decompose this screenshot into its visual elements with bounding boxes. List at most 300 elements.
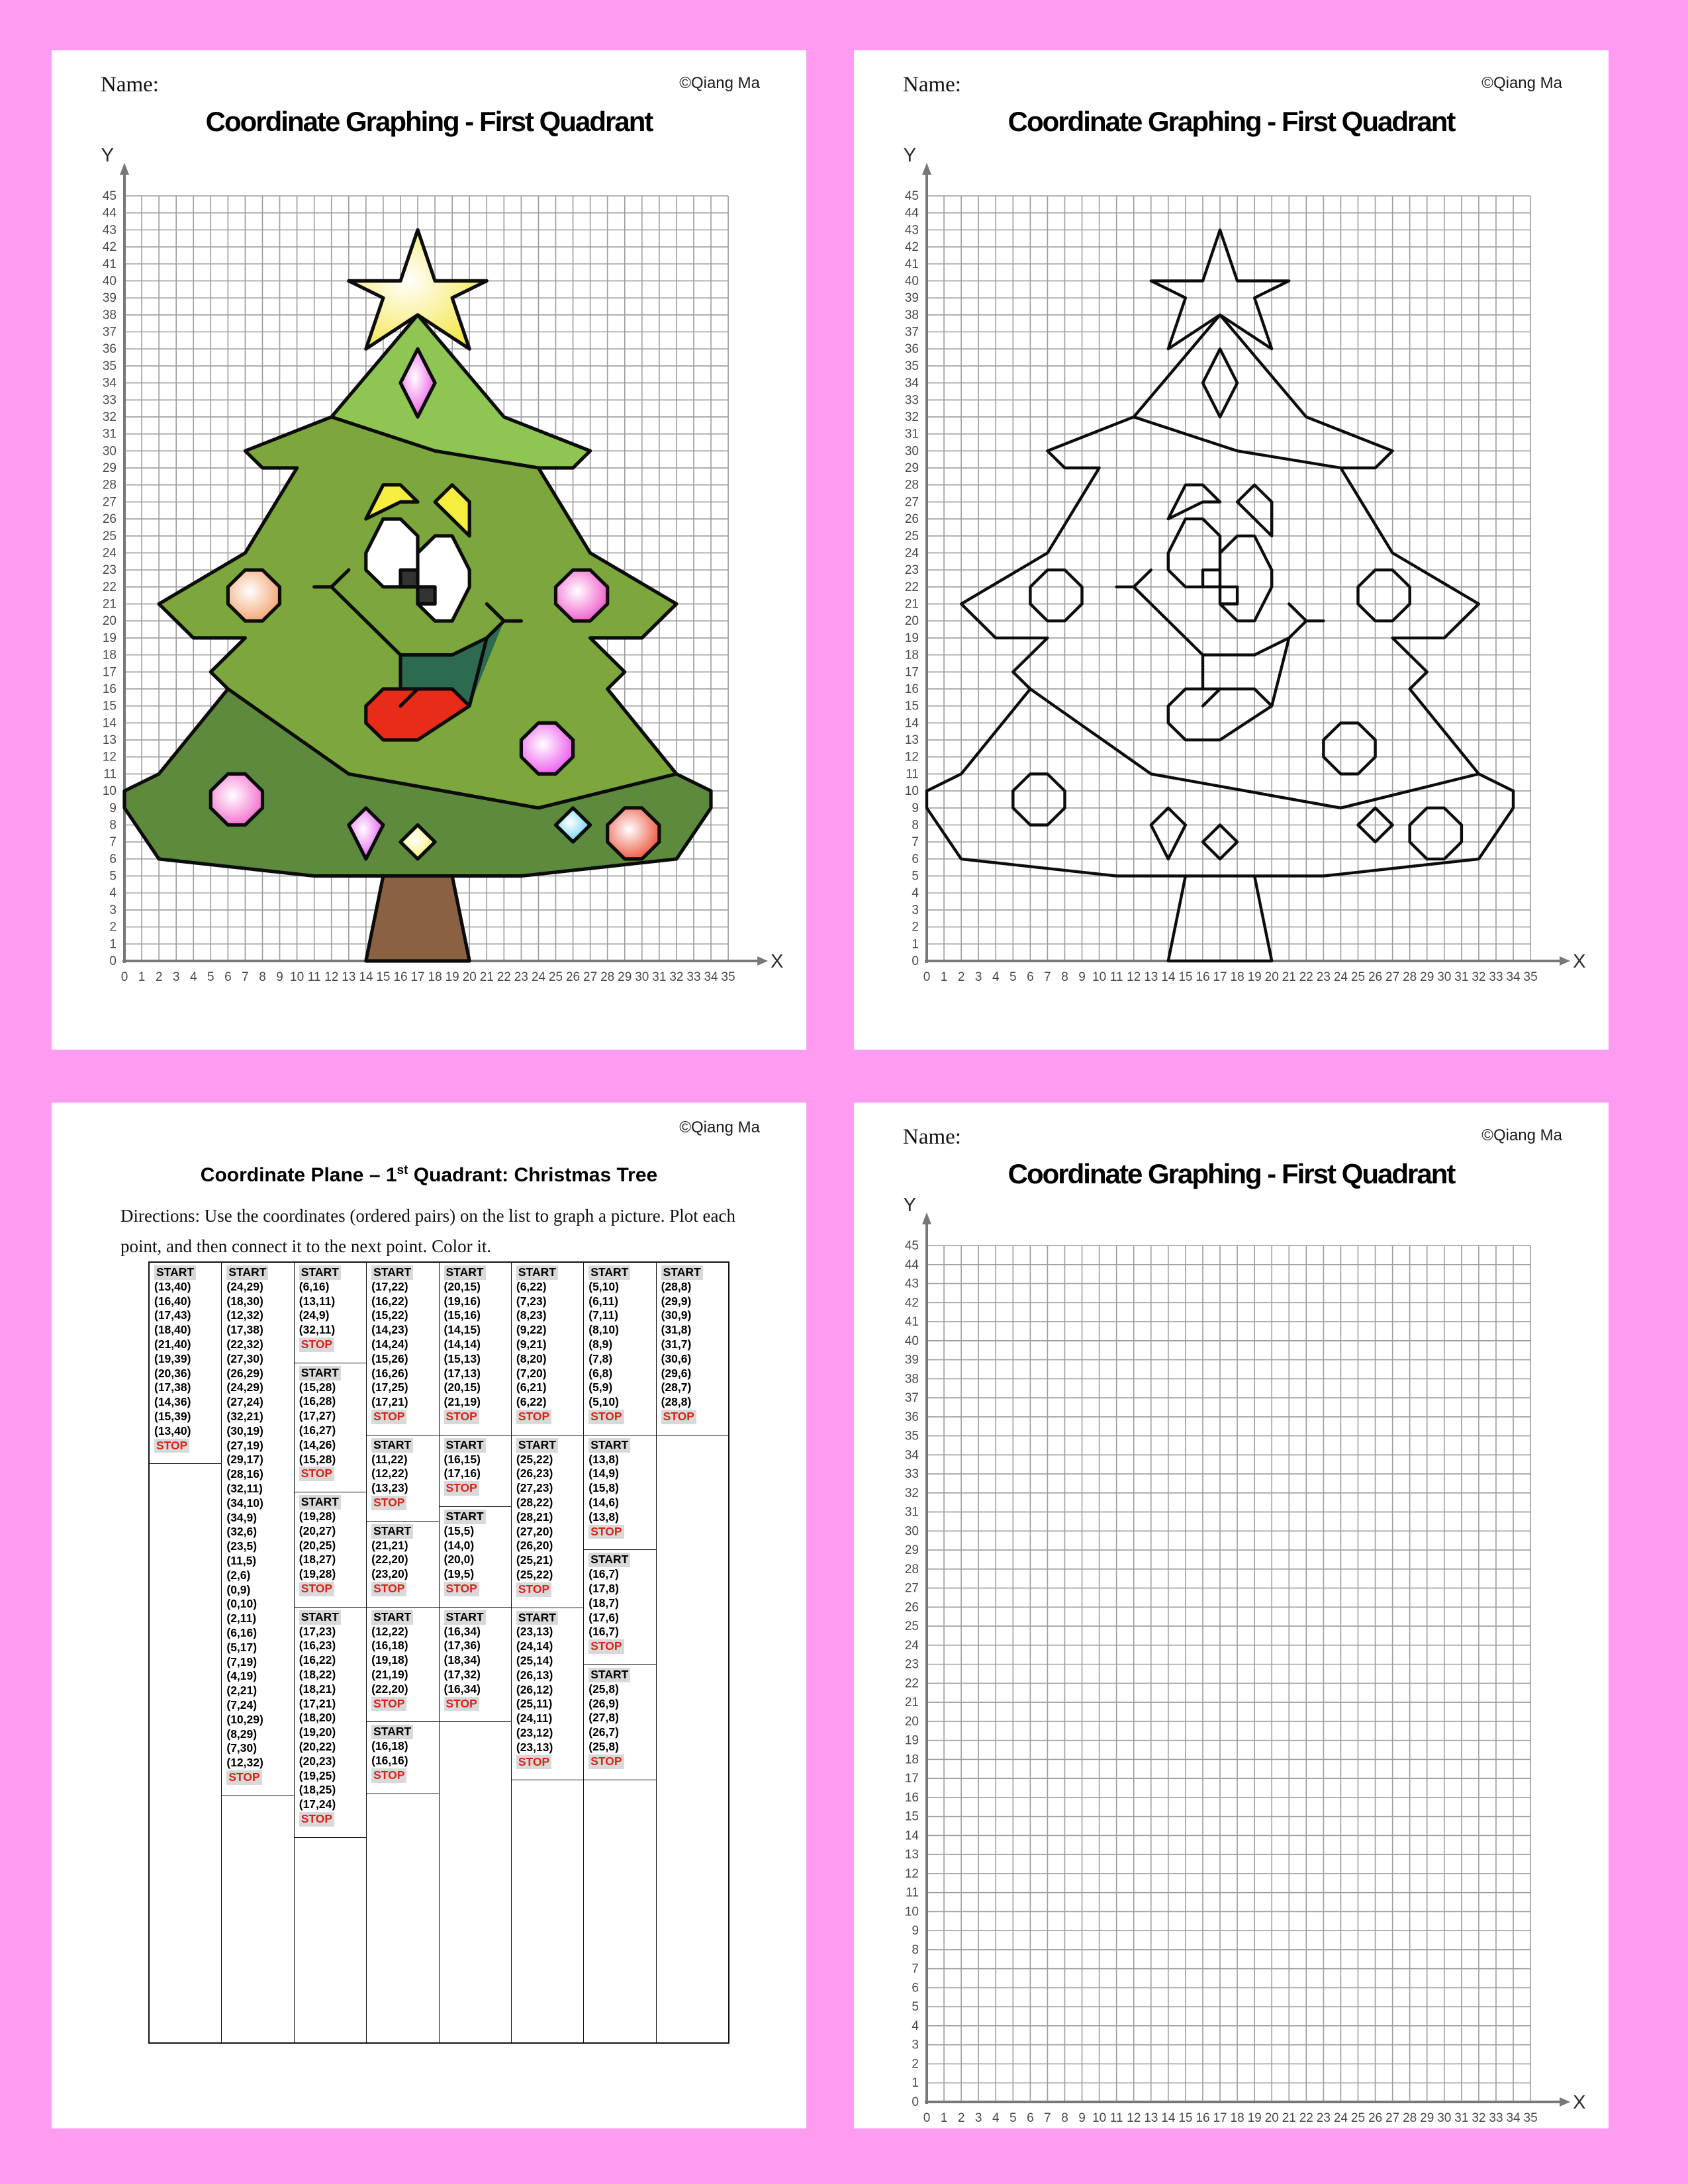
svg-text:18: 18 — [904, 1752, 919, 1767]
coordinate-pair: (34,9) — [226, 1510, 258, 1524]
svg-text:X: X — [1573, 951, 1586, 972]
svg-text:9: 9 — [1078, 2111, 1086, 2125]
svg-text:22: 22 — [904, 1676, 919, 1691]
coordinate-pair: (6,21) — [516, 1381, 547, 1394]
stop-label: STOP — [226, 1770, 261, 1785]
coordinate-pair: (18,20) — [299, 1711, 336, 1725]
svg-text:23: 23 — [514, 970, 528, 984]
stop-label: STOP — [588, 1525, 624, 1539]
svg-text:26: 26 — [1368, 2111, 1383, 2125]
coordinate-pair: (20,23) — [299, 1754, 336, 1768]
coordinate-pair: (13,40) — [154, 1279, 191, 1293]
svg-text:1: 1 — [912, 2076, 919, 2091]
coordinate-pair: (27,30) — [226, 1351, 263, 1365]
coordinate-pair: (16,18) — [371, 1739, 408, 1753]
svg-text:1: 1 — [940, 970, 948, 984]
coordinate-pair: (18,27) — [299, 1553, 336, 1567]
svg-text:27: 27 — [1385, 970, 1400, 984]
stop-label: STOP — [371, 1496, 406, 1510]
coordinate-pair: (5,10) — [588, 1395, 619, 1409]
svg-text:7: 7 — [109, 835, 117, 850]
coordinate-pair: (16,22) — [299, 1653, 336, 1667]
coordinate-grid-colored-tree — [52, 145, 806, 1012]
svg-text:19: 19 — [1247, 970, 1262, 984]
start-label: START — [371, 1524, 413, 1539]
svg-text:18: 18 — [904, 648, 919, 662]
coordinate-pair: (20,22) — [299, 1739, 336, 1753]
coordinate-pair: (30,9) — [661, 1308, 692, 1322]
svg-text:3: 3 — [172, 970, 180, 984]
svg-text:14: 14 — [1161, 970, 1176, 984]
svg-text:2: 2 — [957, 2111, 965, 2125]
svg-text:8: 8 — [1061, 970, 1068, 984]
svg-text:2: 2 — [155, 970, 163, 984]
svg-text:32: 32 — [102, 410, 117, 424]
svg-text:27: 27 — [904, 495, 919, 510]
stop-label: STOP — [661, 1410, 696, 1424]
start-label: START — [154, 1265, 196, 1280]
svg-text:5: 5 — [109, 869, 117, 884]
stop-label: STOP — [588, 1410, 624, 1424]
coordinate-pair: (16,7) — [588, 1625, 619, 1639]
svg-text:5: 5 — [912, 869, 919, 884]
svg-text:40: 40 — [102, 274, 117, 289]
start-label: START — [299, 1265, 341, 1280]
svg-text:4: 4 — [912, 886, 919, 901]
svg-text:35: 35 — [102, 359, 117, 373]
stop-label: STOP — [516, 1755, 551, 1770]
coordinate-pair: (22,32) — [226, 1337, 263, 1351]
svg-text:25: 25 — [1350, 2111, 1366, 2125]
page-title: Coordinate Graphing - First Quadrant — [1008, 106, 1455, 137]
svg-text:32: 32 — [1472, 970, 1486, 984]
svg-text:6: 6 — [912, 1981, 919, 1995]
coordinate-pair: (20,15) — [444, 1381, 481, 1394]
coordinate-pair: (17,22) — [371, 1279, 408, 1293]
coordinate-group-body — [222, 1263, 293, 1796]
coordinate-pair: (17,21) — [299, 1696, 336, 1710]
svg-text:43: 43 — [904, 223, 919, 238]
svg-text:11: 11 — [906, 1886, 919, 1900]
stop-label: STOP — [299, 1812, 334, 1827]
svg-text:36: 36 — [102, 342, 117, 357]
coordinate-pair: (16,34) — [444, 1682, 481, 1696]
svg-text:39: 39 — [904, 291, 919, 306]
start-label: START — [516, 1438, 558, 1453]
svg-text:9: 9 — [912, 801, 919, 815]
svg-text:28: 28 — [1403, 2111, 1417, 2125]
svg-text:35: 35 — [904, 1429, 919, 1443]
svg-text:28: 28 — [904, 478, 919, 492]
svg-text:21: 21 — [1282, 970, 1296, 984]
coordinate-pair: (28,22) — [516, 1495, 553, 1509]
start-label: START — [299, 1610, 341, 1625]
svg-text:35: 35 — [1523, 970, 1538, 984]
table-column-filler — [222, 1796, 293, 2042]
svg-text:7: 7 — [1044, 970, 1051, 984]
coordinate-pair: (6,11) — [588, 1294, 618, 1308]
svg-text:1: 1 — [138, 970, 146, 984]
svg-text:4: 4 — [992, 2111, 1000, 2125]
svg-text:3: 3 — [912, 903, 919, 917]
svg-text:26: 26 — [102, 512, 117, 527]
svg-text:19: 19 — [904, 1733, 919, 1748]
svg-text:12: 12 — [1127, 970, 1141, 984]
svg-text:24: 24 — [102, 546, 117, 561]
svg-text:11: 11 — [103, 767, 117, 782]
coordinate-pair: (16,26) — [371, 1366, 408, 1380]
svg-text:29: 29 — [618, 970, 632, 984]
coordinate-group-ornament_mid — [512, 1608, 583, 1781]
svg-text:40: 40 — [904, 1334, 919, 1348]
svg-text:16: 16 — [393, 970, 408, 984]
svg-text:5: 5 — [1009, 2111, 1017, 2125]
start-label: START — [444, 1265, 486, 1280]
svg-text:X: X — [1573, 2092, 1586, 2113]
svg-text:10: 10 — [1092, 970, 1107, 984]
svg-text:35: 35 — [904, 359, 919, 373]
coordinate-pair: (13,40) — [154, 1424, 191, 1437]
table-column-filler — [657, 1435, 728, 2042]
coordinate-pair: (14,15) — [444, 1323, 481, 1337]
svg-text:42: 42 — [904, 1296, 919, 1310]
coordinate-pair: (20,27) — [299, 1524, 336, 1537]
coordinate-pair: (14,24) — [371, 1337, 408, 1351]
directions-line1: Directions: Use the coordinates (ordered pairs) on the list to graph a picture. Plot each — [120, 1206, 735, 1226]
stop-label: STOP — [588, 1639, 624, 1654]
svg-text:5: 5 — [207, 970, 214, 984]
svg-text:23: 23 — [904, 1657, 919, 1672]
svg-text:16: 16 — [1196, 2111, 1210, 2125]
svg-text:5: 5 — [912, 2000, 919, 2015]
coordinate-pair: (0,9) — [226, 1582, 251, 1596]
coordinate-pair: (4,19) — [226, 1669, 258, 1683]
coordinate-pair: (26,29) — [226, 1366, 263, 1380]
coordinate-pair: (15,13) — [444, 1351, 481, 1365]
coordinate-pair: (8,23) — [516, 1308, 547, 1322]
coordinate-pair: (12,22) — [371, 1467, 408, 1480]
start-label: START — [444, 1438, 486, 1453]
stop-label: STOP — [371, 1582, 406, 1596]
svg-text:22: 22 — [496, 970, 511, 984]
coordinate-pair: (16,40) — [154, 1294, 191, 1308]
svg-text:20: 20 — [904, 614, 919, 629]
coordinate-pair: (16,16) — [371, 1753, 408, 1767]
coordinate-pair: (26,7) — [588, 1725, 619, 1739]
table-column-filler — [440, 1722, 511, 2042]
coordinate-pair: (17,21) — [371, 1395, 408, 1409]
svg-text:10: 10 — [904, 1905, 919, 1919]
svg-text:Y: Y — [903, 1195, 916, 1216]
stop-label: STOP — [516, 1410, 551, 1424]
svg-text:22: 22 — [102, 580, 117, 594]
svg-text:43: 43 — [102, 223, 117, 238]
coordinate-pair: (31,7) — [661, 1337, 692, 1351]
svg-text:9: 9 — [276, 970, 283, 984]
svg-text:5: 5 — [1009, 970, 1017, 984]
coordinate-pair: (15,39) — [154, 1409, 191, 1423]
svg-text:Y: Y — [101, 145, 114, 166]
coordinate-pair: (13,8) — [588, 1510, 619, 1524]
coordinate-pair: (6,22) — [516, 1395, 547, 1409]
coordinate-pair: (19,25) — [299, 1768, 336, 1782]
coordinate-pair: (19,18) — [371, 1653, 408, 1667]
svg-text:9: 9 — [912, 1924, 919, 1938]
svg-text:31: 31 — [652, 970, 667, 984]
coordinate-pair: (25,22) — [516, 1452, 553, 1466]
stop-label: STOP — [444, 1481, 479, 1496]
svg-text:2: 2 — [912, 920, 919, 934]
svg-text:23: 23 — [1316, 970, 1331, 984]
start-label: START — [588, 1553, 630, 1567]
svg-text:21: 21 — [479, 970, 494, 984]
svg-text:9: 9 — [109, 801, 117, 815]
copyright-text: ©Qiang Ma — [1481, 74, 1562, 92]
svg-text:6: 6 — [912, 852, 919, 866]
stop-label: STOP — [371, 1768, 406, 1783]
svg-text:28: 28 — [102, 478, 117, 492]
svg-text:10: 10 — [1092, 2111, 1107, 2125]
svg-text:37: 37 — [102, 325, 117, 340]
svg-text:0: 0 — [109, 954, 117, 968]
coordinate-pair: (21,19) — [371, 1667, 408, 1681]
stop-label: STOP — [444, 1410, 479, 1424]
svg-text:18: 18 — [1230, 970, 1244, 984]
svg-text:34: 34 — [1506, 970, 1521, 984]
svg-text:3: 3 — [974, 970, 982, 984]
svg-text:23: 23 — [102, 563, 117, 578]
svg-text:27: 27 — [904, 1581, 919, 1596]
svg-text:3: 3 — [109, 903, 117, 917]
svg-text:18: 18 — [1230, 2111, 1244, 2125]
svg-text:45: 45 — [102, 189, 117, 203]
coordinate-pair: (27,23) — [516, 1481, 553, 1495]
coordinate-group-smile — [367, 1608, 438, 1723]
coordinate-pair: (19,39) — [154, 1351, 191, 1365]
table-column-filler — [150, 1464, 221, 2042]
start-label: START — [299, 1366, 341, 1381]
coordinate-pair: (14,36) — [154, 1395, 191, 1409]
coordinate-pair: (16,18) — [371, 1639, 408, 1653]
svg-text:34: 34 — [704, 970, 718, 984]
coordinate-pair: (16,22) — [371, 1294, 408, 1308]
svg-text:41: 41 — [904, 1315, 919, 1330]
coordinate-pair: (2,11) — [226, 1612, 257, 1625]
coordinate-group-chin — [367, 1722, 438, 1794]
coordinate-pair: (27,19) — [226, 1438, 263, 1452]
svg-text:10: 10 — [102, 784, 117, 799]
svg-text:0: 0 — [923, 2111, 931, 2125]
coordinate-pair: (7,20) — [516, 1366, 547, 1380]
svg-text:16: 16 — [102, 682, 117, 696]
svg-text:20: 20 — [1264, 970, 1279, 984]
svg-text:44: 44 — [904, 206, 919, 220]
svg-text:24: 24 — [904, 546, 919, 561]
start-label: START — [371, 1265, 413, 1280]
coordinate-pair: (23,13) — [516, 1625, 553, 1639]
table-column-filler — [295, 1838, 366, 2042]
svg-text:0: 0 — [912, 2095, 919, 2109]
coordinate-pair: (5,9) — [588, 1381, 613, 1394]
coordinate-pair: (30,6) — [661, 1351, 692, 1365]
coordinate-group-tongue — [440, 1263, 511, 1435]
name-label: Name: — [903, 1125, 961, 1149]
svg-text:43: 43 — [904, 1277, 919, 1291]
start-label: START — [226, 1265, 268, 1280]
svg-text:37: 37 — [904, 1391, 919, 1406]
coordinate-pair: (26,9) — [588, 1696, 619, 1710]
coordinate-pair: (21,40) — [154, 1337, 191, 1351]
svg-text:30: 30 — [102, 444, 117, 459]
svg-text:20: 20 — [904, 1714, 919, 1729]
coordinate-pair: (14,6) — [588, 1495, 619, 1509]
coordinate-pair: (19,28) — [299, 1509, 336, 1523]
svg-text:1: 1 — [109, 937, 117, 952]
svg-text:2: 2 — [109, 920, 117, 934]
stop-label: STOP — [444, 1697, 479, 1711]
svg-text:36: 36 — [904, 342, 919, 357]
coordinate-pair: (17,6) — [588, 1610, 619, 1624]
coordinate-pair: (22,20) — [371, 1682, 408, 1696]
coordinate-pair: (25,8) — [588, 1739, 619, 1753]
coordinate-pair: (8,9) — [588, 1337, 613, 1351]
svg-text:39: 39 — [904, 1353, 919, 1367]
stop-label: STOP — [299, 1338, 334, 1352]
svg-text:22: 22 — [1299, 970, 1313, 984]
svg-text:31: 31 — [904, 1505, 919, 1520]
stop-label: STOP — [371, 1697, 406, 1711]
svg-text:1: 1 — [940, 2111, 948, 2125]
svg-text:32: 32 — [669, 970, 684, 984]
svg-text:24: 24 — [904, 1638, 919, 1653]
svg-text:28: 28 — [600, 970, 615, 984]
copyright-text: ©Qiang Ma — [679, 1118, 760, 1136]
svg-text:34: 34 — [904, 1448, 919, 1463]
svg-text:45: 45 — [904, 189, 919, 203]
svg-text:14: 14 — [102, 716, 117, 731]
svg-text:11: 11 — [906, 767, 919, 782]
svg-text:33: 33 — [904, 393, 919, 408]
coordinate-pair: (8,20) — [516, 1351, 547, 1365]
coordinate-pair: (17,38) — [154, 1381, 191, 1394]
coordinate-pair: (29,17) — [226, 1453, 263, 1467]
svg-text:21: 21 — [904, 1696, 919, 1710]
svg-text:14: 14 — [1161, 2111, 1176, 2125]
svg-text:26: 26 — [904, 512, 919, 527]
svg-text:6: 6 — [1027, 2111, 1034, 2125]
svg-text:16: 16 — [904, 682, 919, 696]
svg-text:44: 44 — [102, 206, 117, 220]
svg-text:31: 31 — [102, 427, 117, 441]
svg-text:1: 1 — [912, 937, 919, 952]
coordinate-pair: (18,25) — [299, 1783, 336, 1797]
svg-text:20: 20 — [462, 970, 477, 984]
svg-text:33: 33 — [1489, 2111, 1503, 2125]
coordinate-pair: (5,17) — [226, 1640, 258, 1654]
svg-text:31: 31 — [1454, 2111, 1469, 2125]
svg-text:11: 11 — [1109, 2111, 1123, 2125]
coordinate-pair: (26,12) — [516, 1682, 553, 1696]
svg-text:15: 15 — [904, 699, 919, 713]
coordinate-pair: (25,21) — [516, 1553, 553, 1567]
svg-text:8: 8 — [912, 1942, 919, 1957]
coordinate-pair: (28,8) — [661, 1279, 692, 1293]
svg-text:34: 34 — [1506, 2111, 1521, 2125]
page-outline-graph — [854, 50, 1609, 1050]
coordinate-pair: (32,6) — [226, 1525, 258, 1539]
coordinate-group-diamond_yellow — [584, 1550, 655, 1665]
svg-text:32: 32 — [1472, 2111, 1486, 2125]
directions-line2: point, and then connect it to the next point. Color it. — [120, 1236, 492, 1256]
page-coordinate-list — [52, 1103, 806, 2128]
svg-text:25: 25 — [1350, 970, 1366, 984]
svg-text:24: 24 — [1333, 970, 1348, 984]
coordinate-pair: (18,34) — [444, 1653, 481, 1667]
coordinate-group-tongue_crease — [440, 1435, 511, 1507]
svg-text:17: 17 — [1213, 2111, 1227, 2125]
svg-text:37: 37 — [904, 325, 919, 340]
svg-text:38: 38 — [102, 308, 117, 322]
coordinate-pair: (18,7) — [588, 1596, 619, 1610]
coordinate-pair: (24,14) — [516, 1639, 553, 1653]
worksheet-title-superscript: st — [397, 1163, 408, 1177]
svg-text:20: 20 — [102, 614, 117, 629]
svg-text:3: 3 — [974, 2111, 982, 2125]
coordinate-pair: (13,11) — [299, 1294, 336, 1308]
page-title: Coordinate Graphing - First Quadrant — [1008, 1158, 1455, 1189]
svg-text:6: 6 — [224, 970, 232, 984]
svg-text:29: 29 — [1420, 970, 1434, 984]
svg-text:28: 28 — [904, 1562, 919, 1576]
coordinate-pair: (23,13) — [516, 1740, 553, 1754]
table-column-filler — [584, 1780, 655, 2043]
coordinate-pair: (25,11) — [516, 1697, 553, 1711]
svg-text:10: 10 — [290, 970, 305, 984]
svg-text:35: 35 — [1523, 2111, 1538, 2125]
svg-text:16: 16 — [904, 1790, 919, 1805]
svg-text:7: 7 — [912, 835, 919, 850]
svg-text:29: 29 — [102, 461, 117, 476]
svg-text:13: 13 — [342, 970, 356, 984]
svg-text:33: 33 — [686, 970, 701, 984]
svg-text:21: 21 — [904, 597, 919, 612]
svg-text:17: 17 — [410, 970, 425, 984]
coordinate-pair: (2,21) — [226, 1684, 258, 1698]
coordinate-pair: (21,21) — [371, 1538, 408, 1552]
coordinate-pair: (32,11) — [226, 1481, 263, 1495]
svg-text:17: 17 — [1213, 970, 1227, 984]
stop-label: STOP — [516, 1582, 551, 1597]
coordinate-pair: (17,16) — [444, 1467, 481, 1480]
svg-text:25: 25 — [102, 529, 117, 543]
svg-text:13: 13 — [1144, 2111, 1158, 2125]
coordinate-pair: (18,22) — [299, 1667, 336, 1681]
coordinate-group-ornament_left — [512, 1263, 583, 1435]
svg-text:11: 11 — [307, 970, 321, 984]
svg-text:39: 39 — [102, 291, 117, 306]
coordinate-pair: (28,7) — [661, 1381, 692, 1394]
page-blank-graph — [854, 1103, 1609, 2128]
page-title: Coordinate Graphing - First Quadrant — [205, 106, 653, 137]
svg-text:30: 30 — [904, 444, 919, 459]
coordinate-pair: (23,5) — [226, 1539, 258, 1553]
coordinate-pair: (17,8) — [588, 1581, 619, 1595]
svg-text:14: 14 — [904, 716, 919, 731]
coordinate-pair: (31,8) — [661, 1323, 692, 1337]
start-label: START — [371, 1438, 413, 1453]
coordinate-group-ornament_red — [657, 1263, 728, 1435]
coordinate-pair: (9,21) — [516, 1337, 547, 1351]
